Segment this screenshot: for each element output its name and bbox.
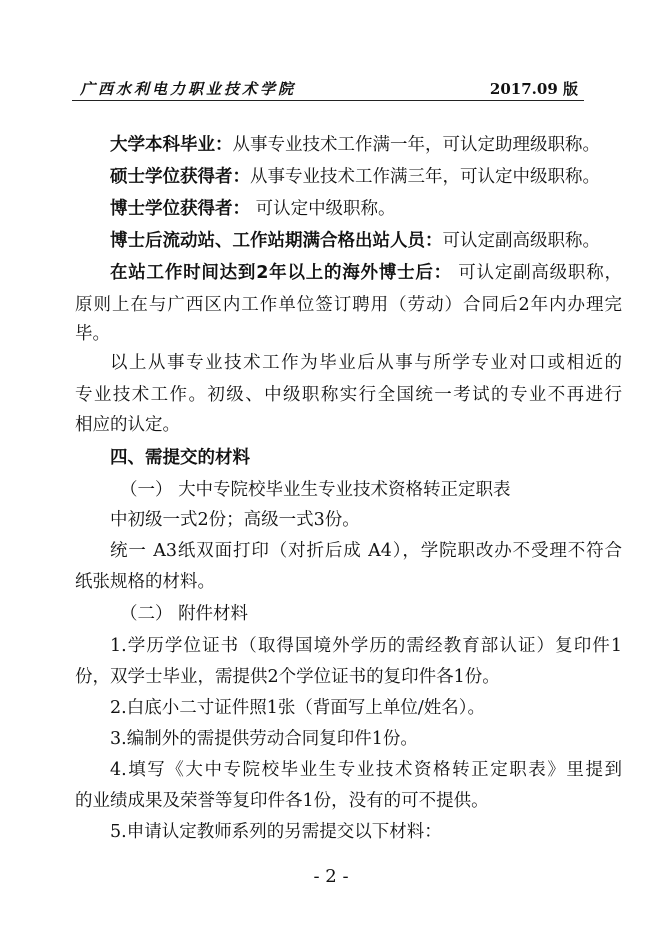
line-text: 从事专业技术工作满三年，可认定中级职称。: [250, 167, 600, 187]
line-text: 4.填写《大中专院校毕业生专业技术资格转正定职表》里提到: [110, 760, 622, 780]
line-text: 份，双学士毕业，需提供2个学位证书的复印件各1份。: [75, 667, 500, 687]
paragraph-line: [75, 226, 622, 256]
line-text: 统一 A3纸双面打印（对折后成 A4），学院职改办不受理不符合: [110, 541, 622, 561]
page-number: - 2 -: [313, 866, 349, 887]
paragraph-line: [75, 536, 622, 566]
bold-lead: 大学本科毕业：: [110, 135, 233, 155]
line-text: 纸张规格的材料。: [75, 572, 215, 592]
paragraph-line: [75, 662, 622, 692]
section-heading: [75, 443, 622, 473]
line-text: 原则上在与广西区内工作单位签订聘用（劳动）合同后2年内办理完: [75, 295, 622, 315]
paragraph-line: [75, 505, 622, 535]
line-text: （二） 附件材料: [120, 604, 249, 624]
line-text: 可认定副高级职称。: [442, 231, 600, 251]
line-text: 可认定中级职称。: [250, 199, 396, 219]
paragraph-line: [75, 724, 622, 754]
paragraph-line: [75, 786, 622, 816]
line-text: 中初级一式2份；高级一式3份。: [110, 510, 360, 530]
paragraph-line: [75, 755, 622, 785]
paragraph-line: [75, 693, 622, 723]
paragraph-line: [75, 475, 622, 505]
line-text: 相应的认定。: [75, 415, 180, 435]
paragraph-line: [75, 258, 622, 288]
paragraph-line: [75, 319, 622, 349]
line-text: 1.学历学位证书（取得国境外学历的需经教育部认证）复印件1: [110, 636, 622, 656]
paragraph-line: [75, 817, 622, 847]
bold-lead: 博士后流动站、工作站期满合格出站人员：: [110, 231, 443, 251]
line-text: 2.白底小二寸证件照1张（背面写上单位/姓名）。: [110, 698, 485, 718]
paragraph-line: [75, 567, 622, 597]
paragraph-line: [75, 599, 622, 629]
bold-lead: 博士学位获得者：: [110, 199, 250, 219]
line-text: 的业绩成果及荣誉等复印件各1份，没有的可不提供。: [75, 791, 489, 811]
paragraph-line: [75, 631, 622, 661]
paragraph-line: [75, 130, 622, 160]
bold-lead: 在站工作时间达到2年以上的海外博士后：: [110, 263, 452, 283]
line-text: 毕。: [75, 324, 110, 344]
paragraph-line: [75, 380, 622, 410]
bold-lead: 四、需提交的材料: [110, 448, 250, 468]
header-edition: 2017.09 版: [489, 80, 578, 98]
paragraph-line: [75, 162, 622, 192]
line-text: 3.编制外的需提供劳动合同复印件1份。: [110, 729, 418, 749]
paragraph-line: [75, 410, 622, 440]
header-institution: 广西水利电力职业技术学院: [80, 80, 297, 98]
bold-lead: 硕士学位获得者：: [110, 167, 250, 187]
line-text: 5.申请认定教师系列的另需提交以下材料：: [110, 822, 442, 842]
line-text: 从事专业技术工作满一年，可认定助理级职称。: [232, 135, 600, 155]
line-text: 可认定副高级职称，: [451, 263, 622, 283]
line-text: 专业技术工作。初级、中级职称实行全国统一考试的专业不再进行: [75, 385, 622, 405]
paragraph-line: [75, 348, 622, 378]
line-text: 以上从事专业技术工作为毕业后从事与所学专业对口或相近的: [110, 353, 622, 373]
header-rule: [72, 100, 584, 101]
paragraph-line: [75, 290, 622, 320]
line-text: （一） 大中专院校毕业生专业技术资格转正定职表: [120, 480, 511, 500]
paragraph-line: [75, 194, 622, 224]
